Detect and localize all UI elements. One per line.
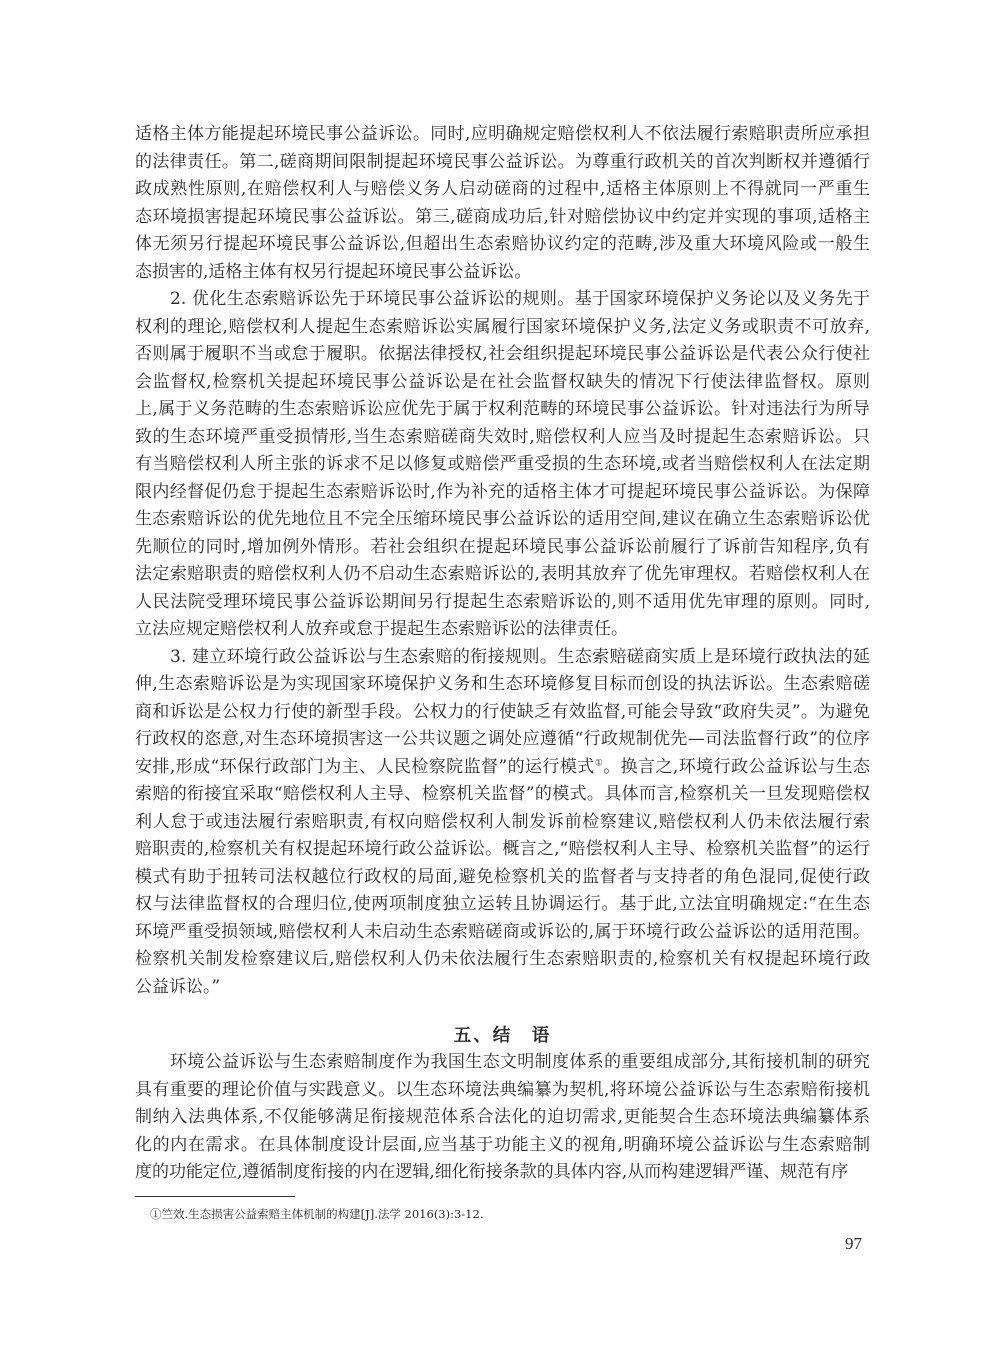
text-line: 先顺位的同时,增加例外情形。若社会组织在提起环境民事公益诉讼前履行了诉前告知程序,负有 [135, 536, 870, 557]
text-line: 限内经督促仍怠于提起生态索赔诉讼时,作为补充的适格主体才可提起环境民事公益诉讼。为保障 [135, 481, 870, 502]
text-line: 态环境损害提起环境民事公益诉讼。第三,磋商成功后,针对赔偿协议中约定并实现的事项,适格主 [135, 206, 870, 227]
text-line: 商和诉讼是公权力行使的新型手段。公权力的行使缺乏有效监督,可能会导致“政府失灵”。为避免 [135, 701, 870, 722]
footnote: ①竺效.生态损害公益索赔主体机制的构建[J].法学 2016(3):3-12. [150, 1207, 484, 1221]
text-line: 适格主体方能提起环境民事公益诉讼。同时,应明确规定赔偿权利人不依法履行索赔职责所应承担 [135, 124, 870, 144]
text-line: 安排,形成“环保行政部门为主、人民检察院监督”的运行模式①。换言之,环境行政公益诉讼与生态 [135, 756, 870, 777]
text-line: 权与法律监督权的合理归位,使两项制度独立运转且协调运行。基于此,立法宜明确规定:“在生态 [135, 894, 870, 914]
text-line: 环境严重受损领域,赔偿权利人未启动生态索赔磋商或诉讼的,属于环境行政公益诉讼的适用范围。 [135, 921, 870, 942]
text-line: 化的内在需求。在具体制度设计层面,应当基于功能主义的视角,明确环境公益诉讼与生态索赔制 [135, 1134, 870, 1155]
text-line: 行政权的恣意,对生态环境损害这一公共议题之调处应遵循“行政规制优先—司法监督行政”的位序 [135, 729, 870, 749]
footnote-divider [135, 1196, 295, 1197]
text-line: 会监督权,检察机关提起环境民事公益诉讼是在社会监督权缺失的情况下行使法律监督权。原则 [135, 371, 870, 392]
text-line: 3. 建立环境行政公益诉讼与生态索赔的衔接规则。生态索赔磋商实质上是环境行政执法的延 [170, 646, 870, 667]
text-line: 法定索赔职责的赔偿权利人仍不启动生态索赔诉讼的,表明其放弃了优先审理权。若赔偿权利人在 [135, 564, 870, 584]
paragraph [135, 286, 870, 644]
text-line: 2. 优化生态索赔诉讼先于环境民事公益诉讼的规则。基于国家环境保护义务论以及义务先于 [170, 289, 870, 309]
text-line: 制纳入法典体系,不仅能够满足衔接规范体系合法化的迫切需求,更能契合生态环境法典编纂体系 [135, 1107, 870, 1127]
paragraph [135, 644, 870, 1002]
text-line: 体无须另行提起环境民事公益诉讼,但超出生态索赔协议约定的范畴,涉及重大环境风险或一般生 [135, 234, 870, 254]
text-line: 索赔的衔接宜采取“赔偿权利人主导、检察机关监督”的模式。具体而言,检察机关一旦发现赔偿权 [135, 784, 870, 804]
text-line: 政成熟性原则,在赔偿权利人与赔偿义务人启动磋商的过程中,适格主体原则上不得就同一严重生 [135, 179, 870, 199]
text-line: 赔职责的,检察机关有权提起环境行政公益诉讼。概言之,“赔偿权利人主导、检察机关监督”的运行 [135, 839, 870, 859]
footnote-marker: ① [594, 757, 604, 768]
paragraph [135, 121, 870, 286]
text-line: 度的功能定位,遵循制度衔接的内在逻辑,细化衔接条款的具体内容,从而构建逻辑严谨、规范有序 [135, 1162, 849, 1182]
text-line: 权利的理论,赔偿权利人提起生态索赔诉讼实属履行国家环境保护义务,法定义务或职责不可放弃, [135, 316, 870, 337]
text-line: 否则属于履职不当或怠于履职。依据法律授权,社会组织提起环境民事公益诉讼是代表公众行使社 [135, 344, 870, 364]
text-line: 生态索赔诉讼的优先地位且不完全压缩环境民事公益诉讼的适用空间,建议在确立生态索赔诉讼优 [135, 509, 870, 529]
paragraph [135, 1049, 870, 1187]
text-line: 立法应规定赔偿权利人放弃或怠于提起生态索赔诉讼的法律责任。 [135, 619, 628, 639]
text-line: 伸,生态索赔诉讼是为实现国家环境保护义务和生态环境修复目标而创设的执法诉讼。生态索赔磋 [135, 674, 870, 694]
page-number: 97 [845, 1234, 862, 1253]
body-text [135, 121, 870, 1001]
text-line: 上,属于义务范畴的生态索赔诉讼应优先于属于权利范畴的环境民事公益诉讼。针对违法行为所导 [135, 399, 870, 419]
text-line: 致的生态环境严重受损情形,当生态索赔磋商失效时,赔偿权利人应当及时提起生态索赔诉讼。只 [135, 426, 870, 447]
text-line: 人民法院受理环境民事公益诉讼期间另行提起生态索赔诉讼的,则不适用优先审理的原则。同时, [135, 591, 870, 612]
text-line: 具有重要的理论价值与实践意义。以生态环境法典编纂为契机,将环境公益诉讼与生态索赔衔接机 [135, 1079, 870, 1100]
text-line: 利人怠于或违法履行索赔职责,有权向赔偿权利人制发诉前检察建议,赔偿权利人仍未依法履行索 [135, 811, 870, 832]
text-line: 态损害的,适格主体有权另行提起环境民事公益诉讼。 [135, 261, 532, 282]
text-line: 的法律责任。第二,磋商期间限制提起环境民事公益诉讼。为尊重行政机关的首次判断权并遵循行 [135, 151, 870, 172]
text-line: 有当赔偿权利人所主张的诉求不足以修复或赔偿严重受损的生态环境,或者当赔偿权利人在法定期 [135, 454, 870, 474]
text-line: 环境公益诉讼与生态索赔制度作为我国生态文明制度体系的重要组成部分,其衔接机制的研究 [170, 1052, 870, 1072]
conclusion-paragraph [135, 1049, 870, 1187]
text-line: 模式有助于扭转司法权越位行政权的局面,避免检察机关的监督者与支持者的角色混同,促使行政 [135, 866, 870, 887]
text-line: 检察机关制发检察建议后,赔偿权利人仍未依法履行生态索赔职责的,检察机关有权提起环境行政 [135, 949, 870, 969]
text-line: 公益诉讼。” [135, 976, 221, 997]
section-heading: 五、结 语 [453, 1026, 552, 1046]
